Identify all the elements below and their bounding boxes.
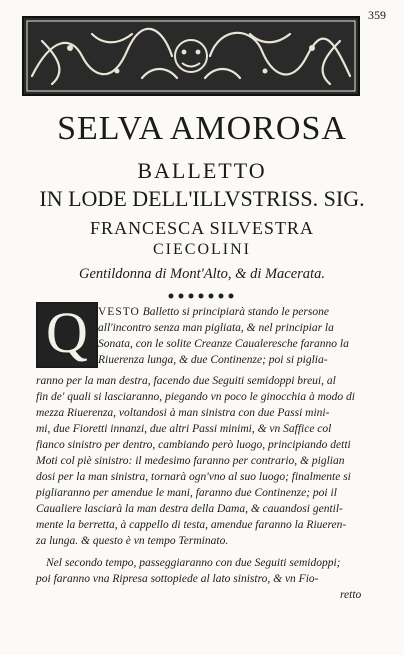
title-line-3: IN LODE DELL'ILLVSTRISS. SIG. <box>39 186 365 211</box>
body-line-7: mezza Riuerenza, voltandosi à man sinistra con due Passi mini- <box>36 407 330 419</box>
body-line-17: poi faranno vna Ripresa sottopiede al lato sinistro, & vn Fio- <box>36 573 319 585</box>
body-line-6: fin de' quali si lasciaranno, piegando vn poco le ginocchia à modo di <box>36 391 355 403</box>
title-line-6: Gentildonna di Mont'Alto, & di Macerata. <box>79 266 325 282</box>
body-line-11: dosi per la man sinistra, tornarà ogn'vno al suo luogo; finalmente si <box>36 471 351 483</box>
title-line-2: BALLETTO <box>137 158 267 183</box>
body-line-4: Riuerenza lunga, & due Continenze; poi si piglia- <box>98 354 328 366</box>
initial-letter: Q <box>46 302 88 365</box>
page-number: 359 <box>368 8 386 22</box>
title-line-4: FRANCESCA SILVESTRA <box>90 218 314 238</box>
body-line-2: all'incontro senza man pigliata, & nel principiar la <box>98 322 334 334</box>
body-line-15: za lunga. & questo è vn tempo Terminato. <box>36 535 229 547</box>
body-line-12: pigliaranno per amendue le mani, faranno due Continenze; poi il <box>36 487 337 499</box>
first-word: VESTO <box>98 306 140 318</box>
body-line-10: Moti col piè sinistro: il medesimo faranno per contrario, & piglian <box>36 455 345 467</box>
title-line-5: CIECOLINI <box>153 241 251 258</box>
body-line-5: ranno per la man destra, facendo due Seguiti semidoppi breui, al <box>36 375 336 387</box>
decorative-headpiece <box>22 16 360 96</box>
body-line-13: Caualiere lasciarà la man destra della Dama, & cauandosi gentil- <box>36 503 343 515</box>
body-line-8: mi, due Fioretti innanzi, due altri Passi minimi, & vn Saffice col <box>36 423 332 435</box>
body-line-3: Sonata, con le solite Creanze Caualeresche faranno la <box>98 338 349 350</box>
body-line-9: fianco sinistro per dentro, cambiando però luogo, principiando detti <box>36 439 351 451</box>
body-line-1-text: Balletto si principiarà stando le persone <box>139 306 329 318</box>
body-line-14: mente la berretta, à cappello di testa, amendue faranno la Riueren- <box>36 519 347 531</box>
ornament-divider <box>166 291 236 301</box>
decorated-initial <box>36 302 98 368</box>
body-line-16: Nel secondo tempo, passeggiaranno con due Seguiti semidoppi; <box>46 557 341 569</box>
catchword: retto <box>340 589 362 601</box>
body-line-1 <box>98 305 329 319</box>
title-line-1: SELVA AMOROSA <box>57 110 347 147</box>
